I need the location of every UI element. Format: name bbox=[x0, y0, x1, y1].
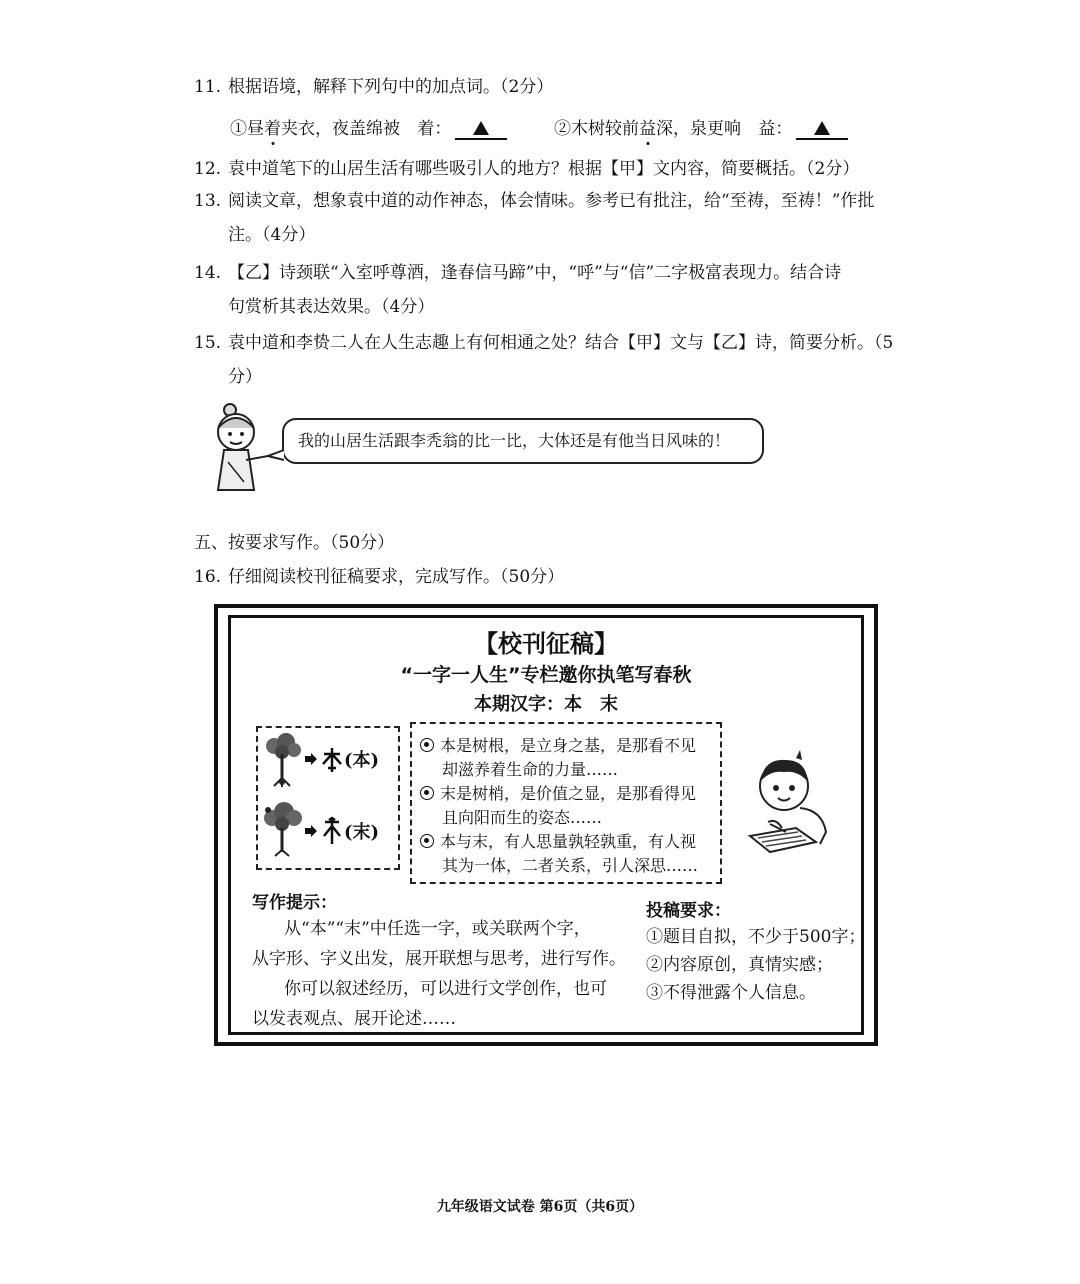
poster-title: 【校刊征稿】 bbox=[474, 630, 618, 658]
tree-root-icon bbox=[260, 730, 306, 788]
poster-subtitle: “一字一人生”专栏邀你执笔写春秋 bbox=[400, 664, 692, 686]
requirement-line: ③不得泄露个人信息。 bbox=[646, 983, 816, 1003]
bullet-line: 末是树梢，是价值之显，是那看得见 bbox=[440, 784, 697, 803]
tips-line: 你可以叙述经历，可以进行文学创作，也可 bbox=[284, 979, 607, 999]
seal-glyph-mo-icon bbox=[320, 816, 344, 846]
glyph-label-ben: (本) bbox=[344, 750, 380, 771]
speech-bubble bbox=[282, 418, 764, 464]
bullet-line: 其为一体，二者关系，引人深思…… bbox=[442, 856, 699, 875]
question-text: 【乙】诗颈联“入室呼尊酒，逢春信马蹄”中，“呼”与“信”二字极富表现力。结合诗 bbox=[228, 263, 842, 283]
seal-glyph-ben-icon bbox=[320, 746, 344, 774]
bullet-icon bbox=[420, 738, 434, 752]
question-number: 11. bbox=[194, 77, 222, 97]
bullet-line: 本是树根，是立身之基，是那看不见 bbox=[440, 736, 697, 755]
section-5-heading: 五、按要求写作。（50分） bbox=[194, 533, 395, 553]
sub-text: 夹衣，夜盖绵被 bbox=[281, 119, 400, 139]
sub-text: ②木树较前 bbox=[554, 119, 639, 139]
question-number: 12. bbox=[194, 159, 222, 179]
tips-line: 以发表观点、展开论述…… bbox=[252, 1009, 456, 1029]
bullet-line: 却滋养着生命的力量…… bbox=[442, 760, 619, 779]
question-number: 16. bbox=[194, 567, 222, 587]
bubble-tail-icon bbox=[266, 448, 286, 462]
question-13 bbox=[194, 190, 874, 212]
tree-top-icon bbox=[260, 800, 306, 858]
answer-label: 益： bbox=[758, 119, 793, 139]
requirement-line: ②内容原创，真情实感； bbox=[646, 955, 833, 975]
bullet-item bbox=[420, 782, 696, 830]
requirements-title: 投稿要求： bbox=[646, 901, 731, 921]
question-11 bbox=[194, 76, 553, 98]
question-15 bbox=[194, 332, 893, 354]
bullet-icon bbox=[420, 786, 434, 800]
question-13-cont: 注。（4分） bbox=[228, 225, 316, 245]
question-12 bbox=[194, 158, 859, 180]
triangle-icon bbox=[473, 121, 489, 135]
answer-blank[interactable] bbox=[796, 120, 848, 140]
tips-line: 从“本”“末”中任选一字，或关联两个字， bbox=[284, 919, 591, 939]
bullet-item bbox=[420, 734, 696, 782]
triangle-icon bbox=[814, 121, 830, 135]
answer-blank[interactable] bbox=[455, 120, 507, 140]
q11-sub-1 bbox=[230, 114, 507, 140]
glyph-label-mo: (末) bbox=[344, 822, 380, 843]
question-number: 13. bbox=[194, 191, 222, 211]
question-15-cont: 分） bbox=[228, 367, 262, 387]
arrow-right-icon bbox=[304, 824, 318, 838]
question-number: 15. bbox=[194, 333, 222, 353]
sub-text: ①昼 bbox=[230, 119, 264, 139]
bullet-line: 本与末，有人思量孰轻孰重，有人视 bbox=[440, 832, 697, 851]
boy-writing-icon bbox=[740, 748, 840, 858]
question-14 bbox=[194, 262, 841, 284]
requirement-line: ①题目自拟，不少于500字； bbox=[646, 927, 866, 947]
question-14-cont: 句赏析其表达效果。（4分） bbox=[228, 297, 435, 317]
bullet-line: 且向阳而生的姿态…… bbox=[442, 808, 603, 827]
question-text: 阅读文章，想象袁中道的动作神态，体会情味。参考已有批注，给“至祷，至祷！”作批 bbox=[228, 191, 875, 211]
tips-title: 写作提示： bbox=[252, 893, 337, 913]
question-text: 根据语境，解释下列句中的加点词。（2分） bbox=[228, 77, 554, 97]
bullet-item bbox=[420, 830, 698, 878]
dotted-word: 益 bbox=[639, 119, 656, 139]
page-footer: 九年级语文试卷 第6页（共6页） bbox=[436, 1199, 644, 1215]
answer-label: 着： bbox=[417, 119, 452, 139]
question-16 bbox=[194, 566, 564, 588]
bubble-text: 我的山居生活跟李秃翁的比一比，大体还是有他当日风味的！ bbox=[298, 431, 731, 450]
dotted-word: 着 bbox=[264, 119, 281, 139]
arrow-right-icon bbox=[304, 752, 318, 766]
poster-chars-line: 本期汉字：本 末 bbox=[474, 694, 618, 715]
question-text: 袁中道和李贽二人在人生志趣上有何相通之处？结合【甲】文与【乙】诗，简要分析。（5 bbox=[228, 333, 894, 353]
question-text: 袁中道笔下的山居生活有哪些吸引人的地方？根据【甲】文内容，简要概括。（2分） bbox=[228, 159, 860, 179]
question-number: 14. bbox=[194, 263, 222, 283]
bullet-icon bbox=[420, 834, 434, 848]
tips-line: 从字形、字义出发，展开联想与思考，进行写作。 bbox=[252, 949, 626, 969]
question-text: 仔细阅读校刊征稿要求，完成写作。（50分） bbox=[228, 567, 565, 587]
q11-sub-2 bbox=[554, 114, 848, 140]
sub-text: 深，泉更响 bbox=[656, 119, 741, 139]
